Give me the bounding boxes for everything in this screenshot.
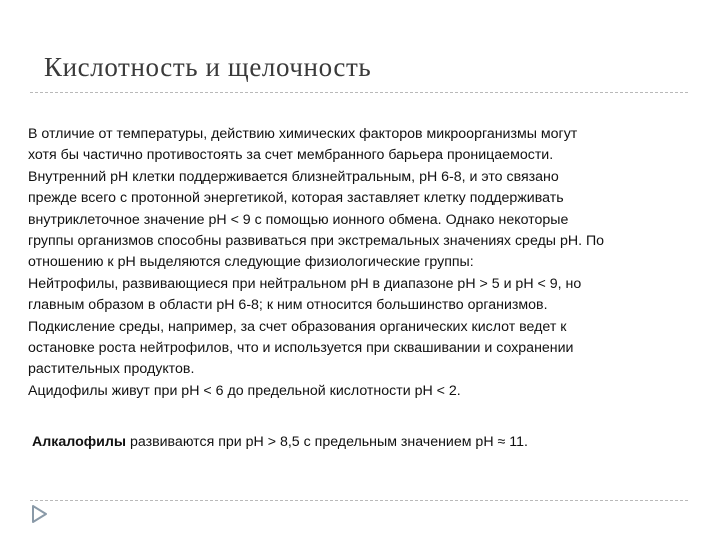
paragraph-line: остановке роста нейтрофилов, что и используется при сквашивании и сохранении xyxy=(28,340,574,357)
paragraph-line: Подкисление среды, например, за счет образования органических кислот ведет к xyxy=(28,318,567,335)
paragraph-line: Нейтрофилы, развивающиеся при нейтральном рН в диапазоне рН > 5 и рН < 9, но xyxy=(28,275,582,292)
body-paragraph xyxy=(28,124,700,402)
paragraph-line: группы организмов способны развиваться при экстремальных значениях среды рН. По xyxy=(28,233,605,250)
paragraph-line: отношению к рН выделяются следующие физиологические группы: xyxy=(28,254,474,271)
paragraph-line: Ацидофилы живут при рН < 6 до предельной кислотности рН < 2. xyxy=(28,382,461,399)
alkalophiles-line xyxy=(32,432,528,453)
footer-divider xyxy=(30,500,688,501)
alkalophiles-term: Алкалофилы xyxy=(32,434,127,450)
paragraph-line: Внутренний рН клетки поддерживается близнейтральным, рН 6-8, и это связано xyxy=(28,168,559,185)
paragraph-line: главным образом в области рН 6-8; к ним относится большинство организмов. xyxy=(28,297,548,314)
paragraph-line: внутриклеточное значение рН < 9 с помощью ионного обмена. Однако некоторые xyxy=(28,211,569,228)
paragraph-line: растительных продуктов. xyxy=(28,361,195,378)
alkalophiles-description: развиваются при рН > 8,5 с предельным значением рН ≈ 11. xyxy=(126,434,528,450)
paragraph-line: В отличие от температуры, действию химических факторов микроорганизмы могут xyxy=(28,126,578,142)
paragraph-line: хотя бы частично противостоять за счет мембранного барьера проницаемости. xyxy=(28,147,554,164)
triangle-arrow-icon xyxy=(29,504,49,524)
paragraph-line: прежде всего с протонной энергетикой, которая заставляет клетку поддерживать xyxy=(28,190,564,207)
title-divider xyxy=(30,92,688,93)
slide-title: Кислотность и щелочность xyxy=(44,52,372,82)
